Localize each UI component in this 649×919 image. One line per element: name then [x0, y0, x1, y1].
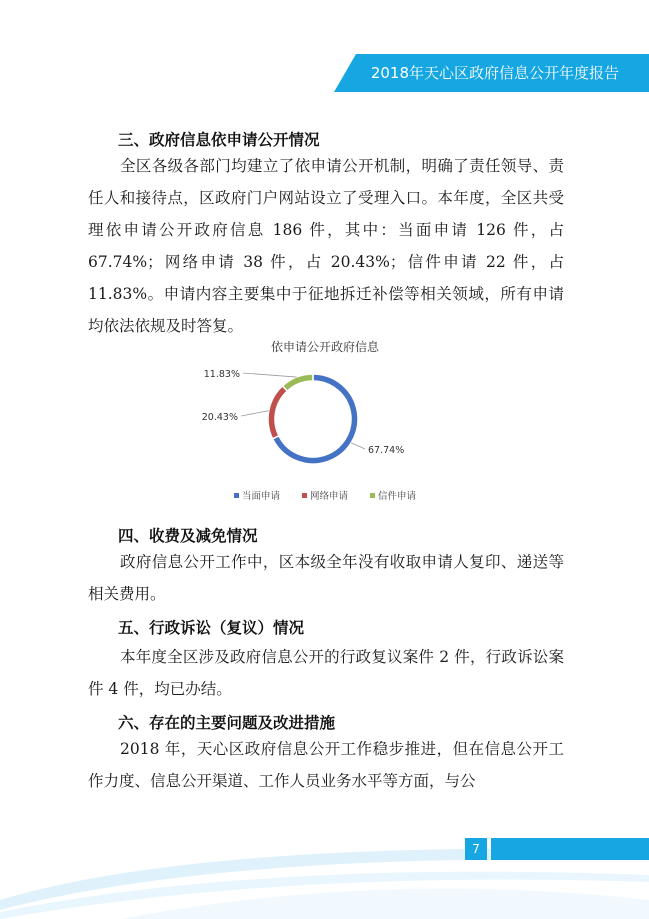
section-body-3: 全区各级各部门均建立了依申请公开机制，明确了责任领导、责任人和接待点，区政府门户网站设立了受理入口。本年度，全区共受理依申请公开政府信息 186 件，其中：当面申请 126 件，占 67.74%；网络申请 38 件，占 20.43%；信件申请 22 件，占 11.83%。申请内容主要集中于征地拆迁补偿等相关领域，所有申请均依法依规及时答复。	[88, 157, 564, 335]
section-body-6: 2018 年，天心区政府信息公开工作稳步推进，但在信息公开工作力度、信息公开渠道、工作人员业务水平等方面，与公	[88, 740, 564, 790]
footer-bar	[491, 838, 649, 860]
data-label-letter: 11.83%	[203, 369, 240, 380]
legend-label-in-person: 当面申请	[242, 491, 281, 502]
donut-inner-ring	[278, 384, 348, 454]
section-heading-4: 四、收费及减免情况	[118, 527, 258, 545]
leader-line-online	[241, 411, 269, 416]
section-body-5: 本年度全区涉及政府信息公开的行政复议案件 2 件，行政诉讼案件 4 件，均已办结。	[88, 648, 564, 698]
leader-line-in-person	[351, 443, 365, 449]
data-label-online: 20.43%	[201, 412, 238, 423]
section-heading-5: 五、行政诉讼（复议）情况	[118, 619, 305, 637]
legend-label-online: 网络申请	[310, 491, 349, 502]
section-heading-3: 三、政府信息依申请公开情况	[118, 131, 320, 149]
report-title: 2018年天心区政府信息公开年度报告	[370, 64, 619, 82]
page-number: 7	[465, 838, 487, 860]
section-heading-6: 六、存在的主要问题及改进措施	[118, 714, 336, 732]
donut-slice-online	[268, 386, 287, 439]
legend-swatch-in-person	[234, 493, 239, 498]
legend-swatch-letter	[370, 493, 375, 498]
chart-canvas	[190, 336, 460, 516]
section-body-4: 政府信息公开工作中，区本级全年没有收取申请人复印、递送等相关费用。	[88, 553, 564, 603]
donut-chart	[190, 336, 460, 516]
data-label-in-person: 67.74%	[368, 445, 405, 456]
legend-label-letter: 信件申请	[378, 491, 417, 502]
legend-swatch-online	[302, 493, 307, 498]
chart-title: 依申请公开政府信息	[270, 340, 379, 354]
leader-line-letter	[243, 373, 297, 377]
